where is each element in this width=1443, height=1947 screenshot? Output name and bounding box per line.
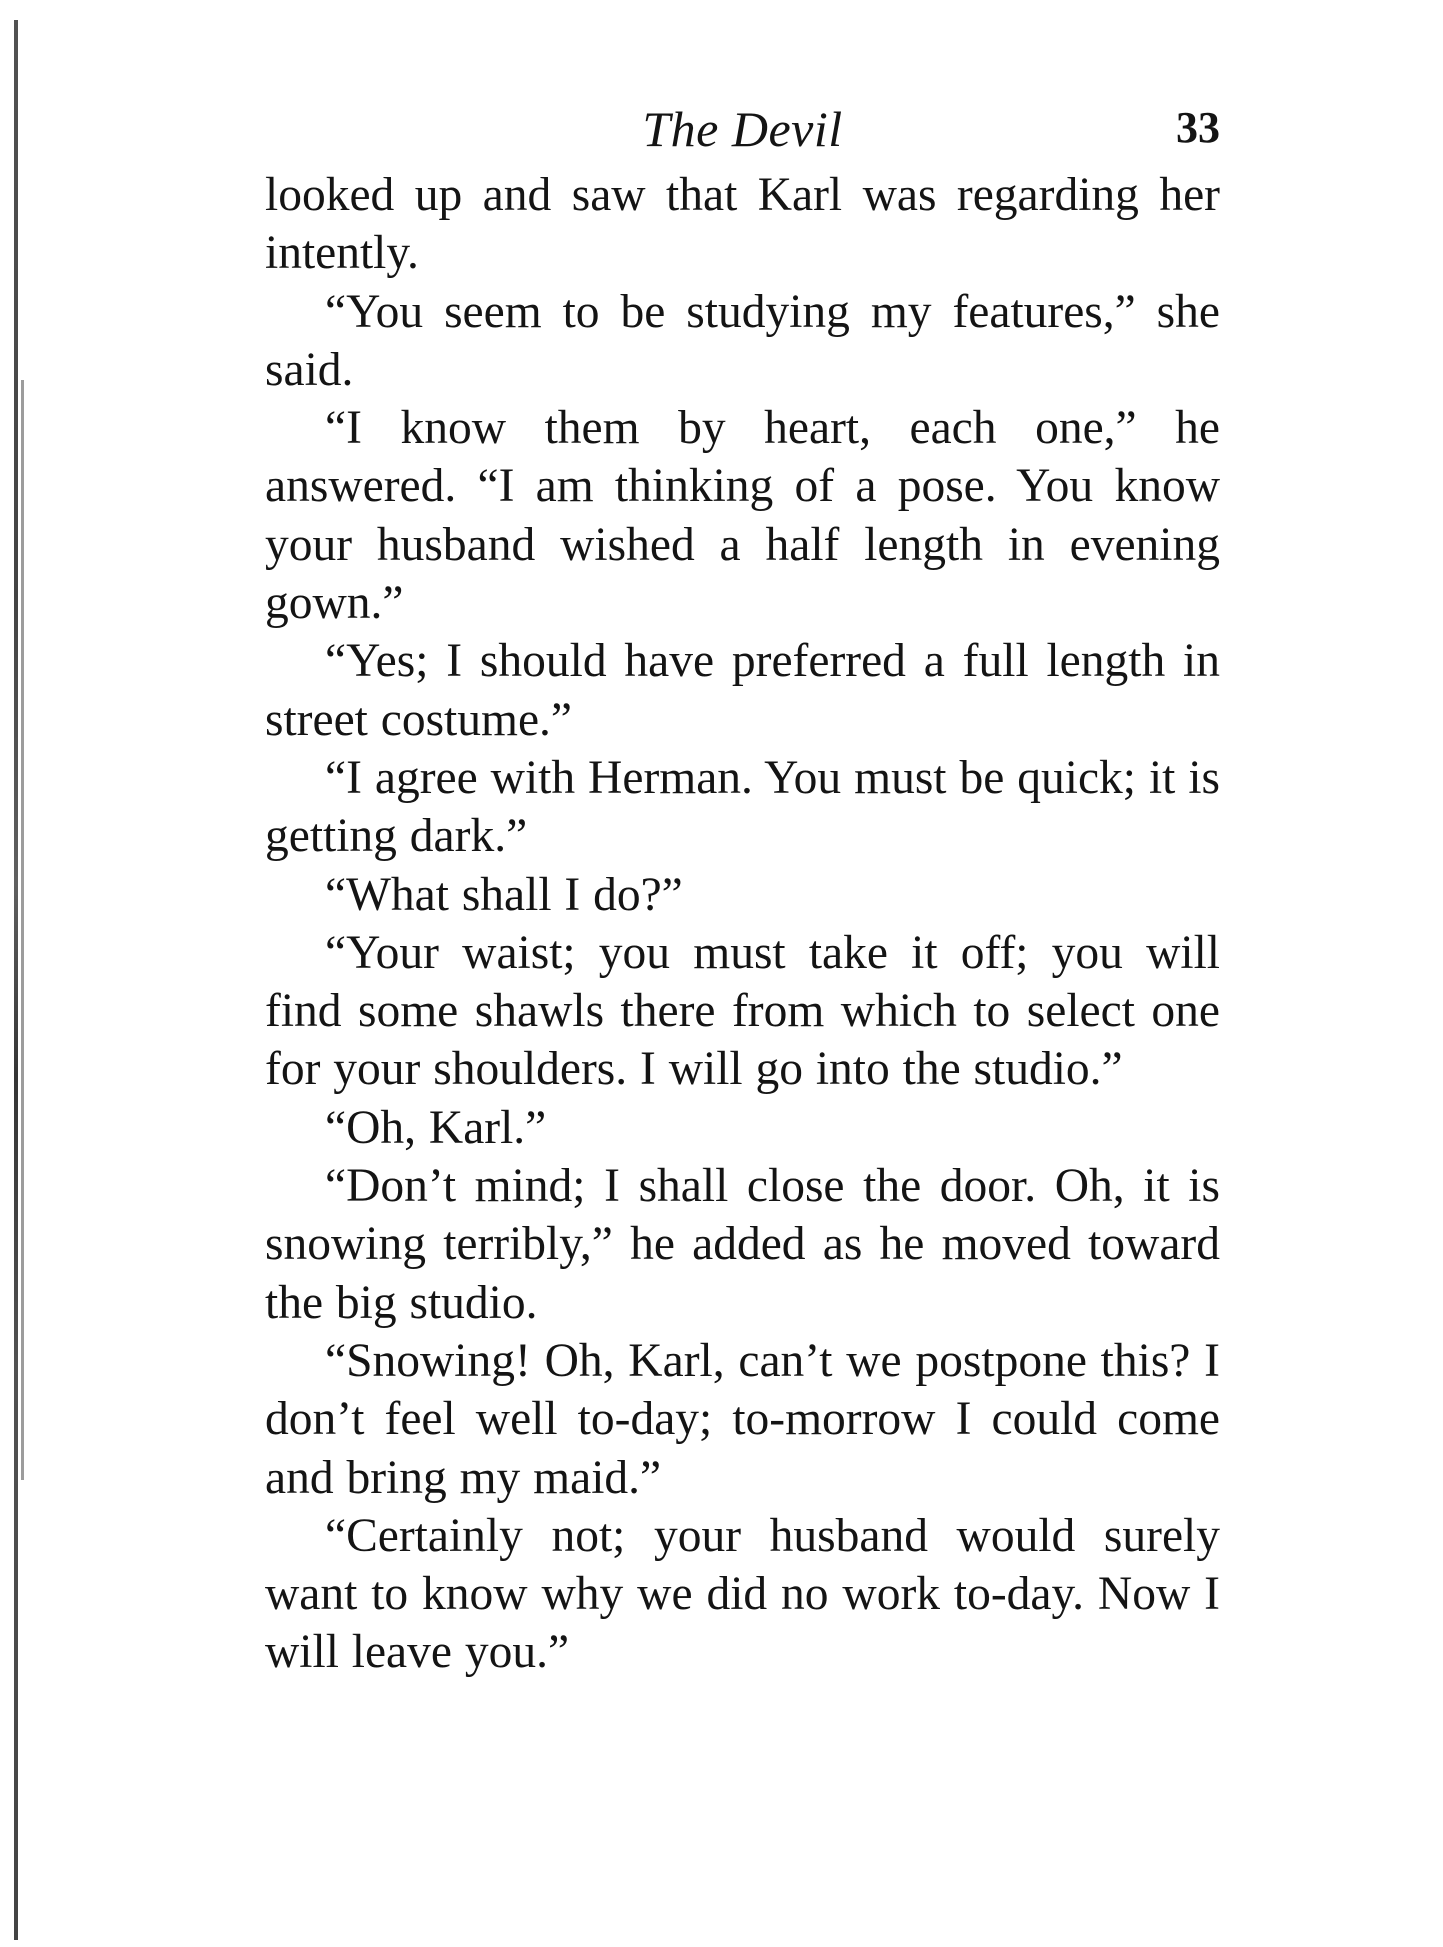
paragraph: “Certainly not; your husband would surely want to know why we did no work to-day. Now I will leave you.” (265, 1509, 1220, 1679)
paragraph: “Oh, Karl.” (325, 1101, 547, 1154)
page-number: 33 (1176, 103, 1220, 152)
book-page (265, 90, 1220, 1682)
paragraph: “You seem to be studying my features,” she said. (265, 285, 1220, 396)
body-text (265, 166, 1220, 1682)
running-title: The Devil (642, 101, 843, 157)
paragraph: “I agree with Herman. You must be quick; it is getting dark.” (265, 751, 1220, 863)
page-binding-shadow (21, 380, 24, 1480)
paragraph: “Don’t mind; I shall close the door. Oh, it is snowing terribly,” he added as he moved toward the big studio. (265, 1160, 1220, 1329)
paragraph: “I know them by heart, each one,” he answered. “I am thinking of a pose. You know your husband wished a half length in evening gown.” (265, 402, 1220, 630)
paragraph: “Your waist; you must take it off; you will find some shawls there from which to select one for your shoulders. I will go into the studio.” (265, 926, 1220, 1096)
running-head (265, 90, 1220, 160)
paragraph: looked up and saw that Karl was regarding her intently. (265, 169, 1220, 280)
paragraph: “What shall I do?” (325, 868, 683, 921)
page-binding-edge (14, 20, 18, 1940)
paragraph: “Snowing! Oh, Karl, can’t we postpone this? I don’t feel well to-day; to-morrow I could come and bring my maid.” (265, 1334, 1220, 1504)
paragraph: “Yes; I should have preferred a full length in street costume.” (265, 635, 1220, 746)
